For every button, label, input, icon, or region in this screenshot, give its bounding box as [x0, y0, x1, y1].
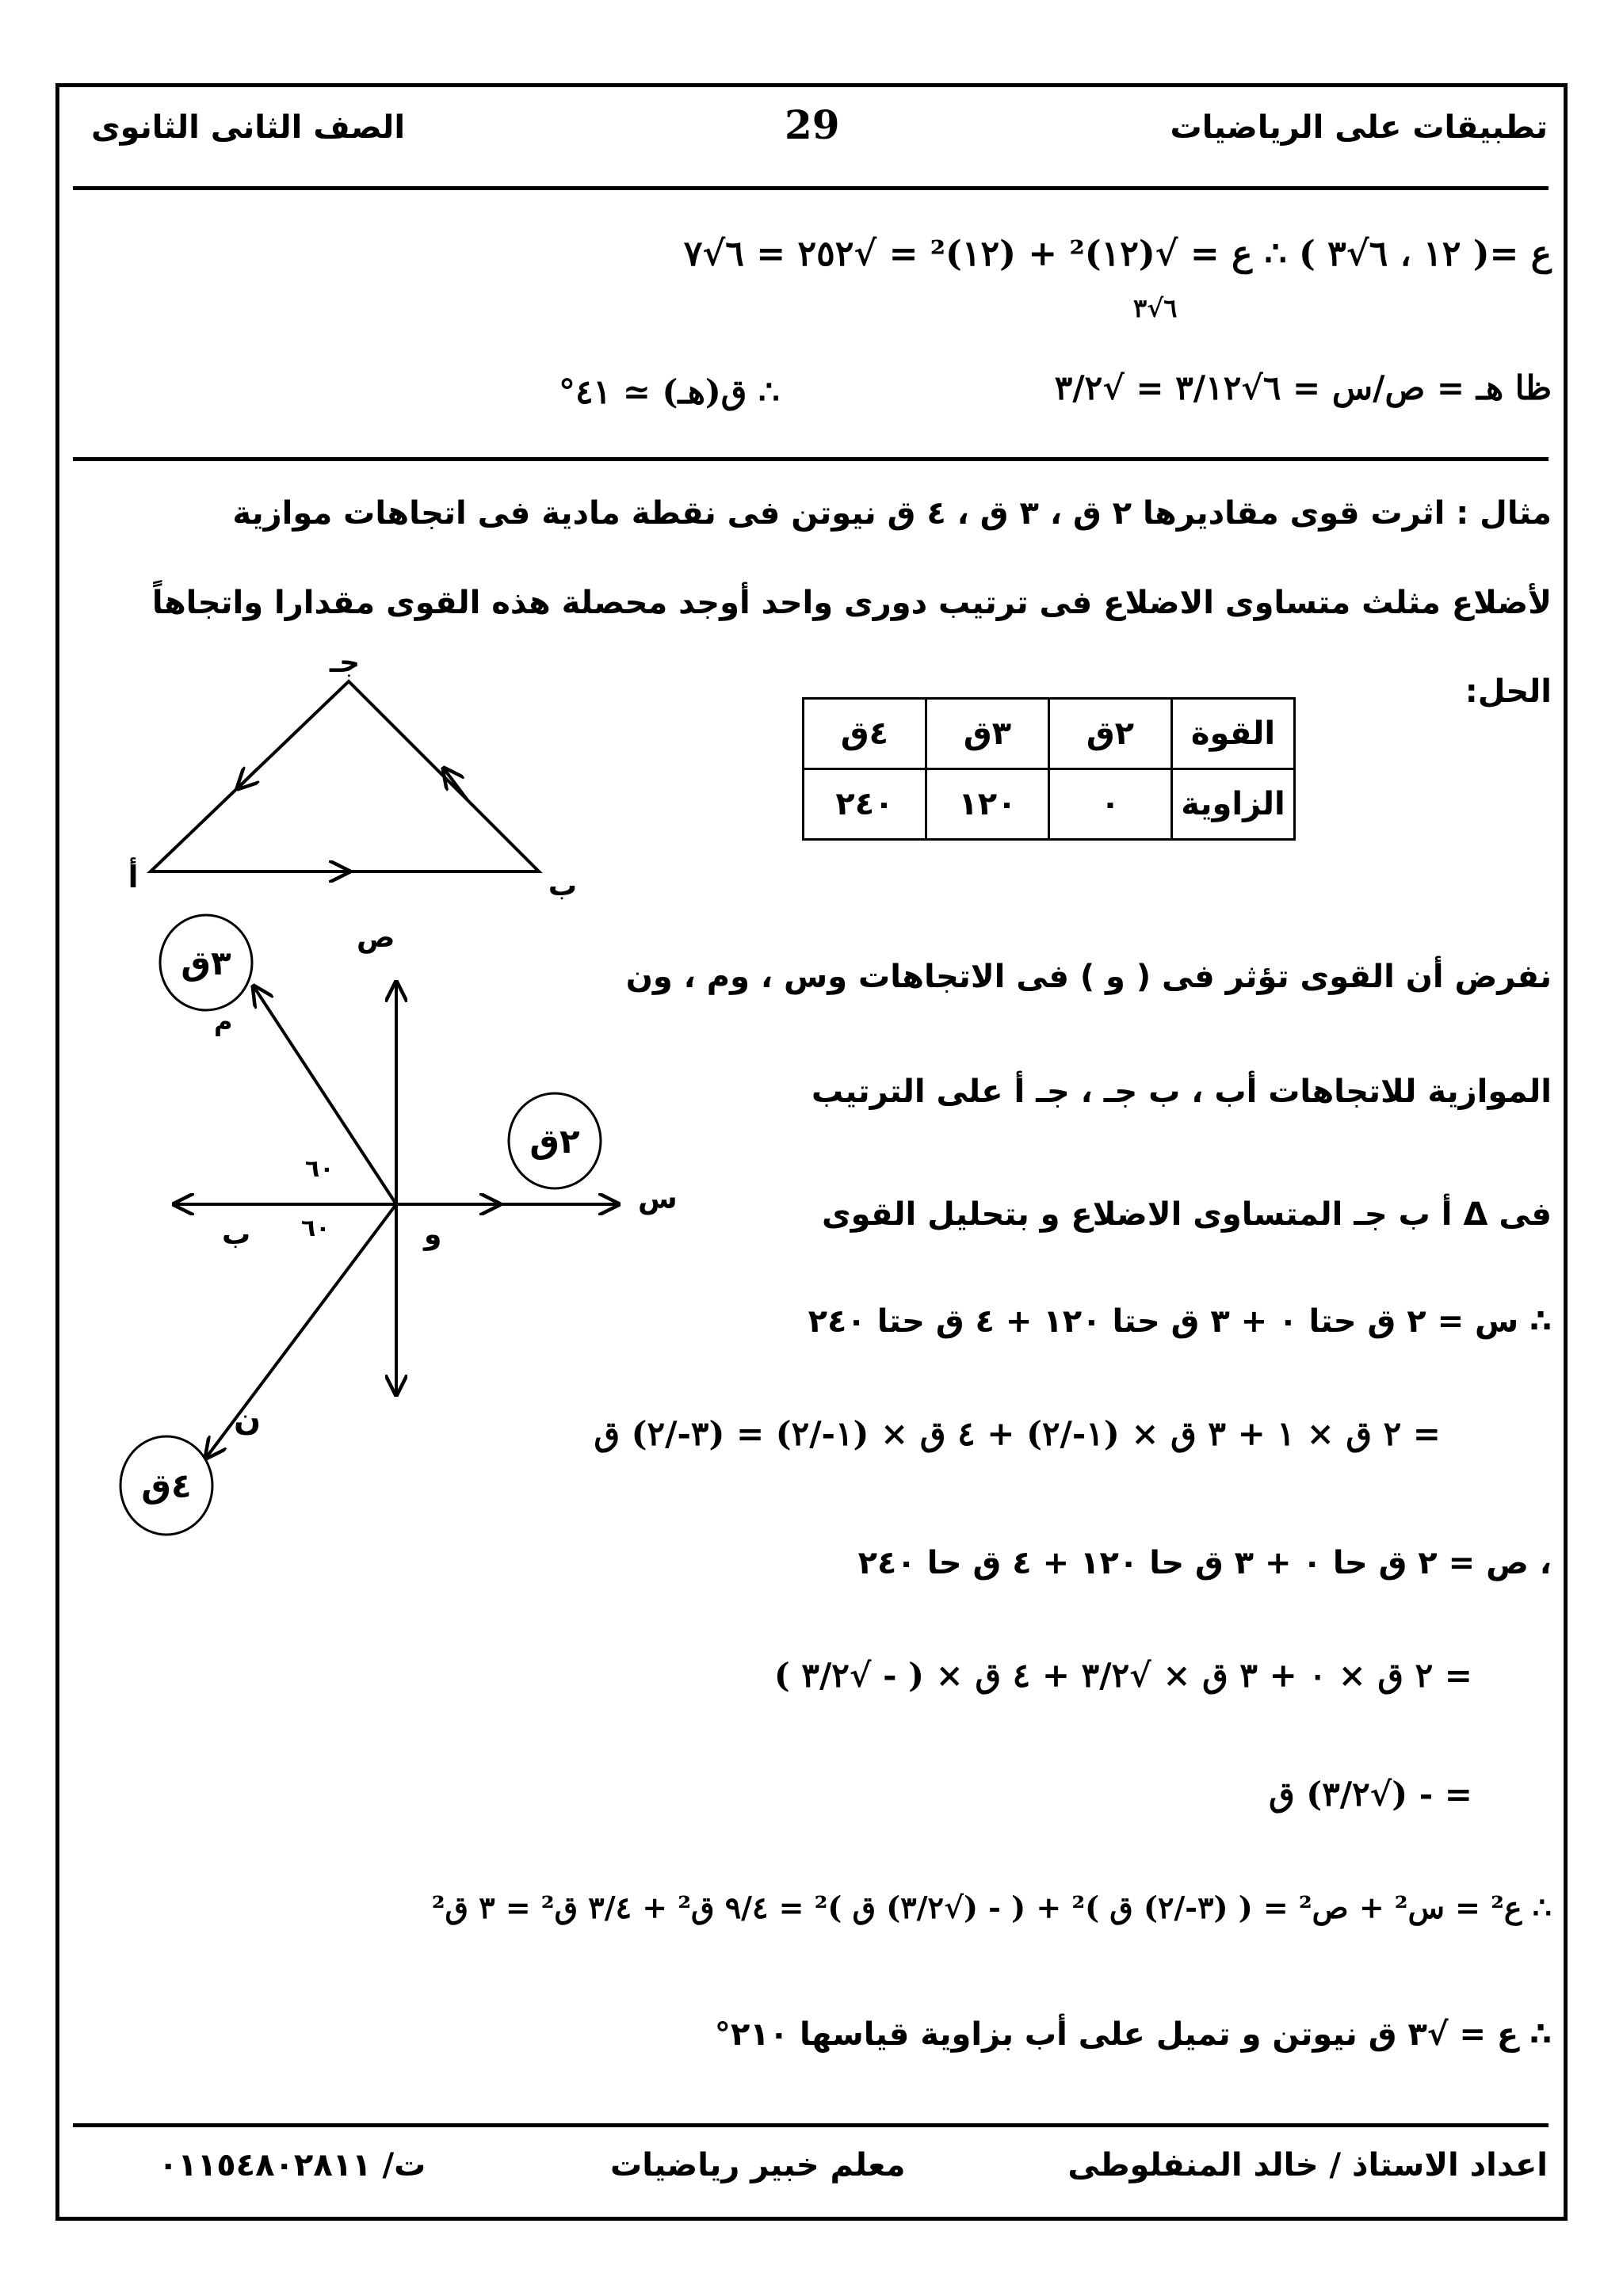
solution-line-2: الموازية للاتجاهات أب ، ب جـ ، جـ أ على الترتيب [811, 1074, 1552, 1110]
table-row [804, 769, 1295, 840]
angle-lower-label: ٦٠ [301, 1215, 330, 1242]
force-diagram [103, 911, 705, 1561]
vertex-a-label: أ [128, 860, 139, 894]
equation-resultant: ع =( ١٢ ، ٦√٣ ) ∴ ع = √(١٢)² + (١٢)² = √٢٥٢ = ٦√٧ [683, 234, 1552, 274]
header-left-title: الصف الثانى الثانوى [91, 109, 406, 146]
page-number: 29 [785, 101, 840, 148]
table-cell: ٠ [1049, 769, 1172, 840]
equation-tangent: ظا هـ = ص/س = ٦√٣/١٢ = √٣/٢ [1054, 368, 1552, 407]
solution-line-10: ∴ ع = √٣ ق نيوتن و تميل على أب بزاوية قياسها ٢١٠° [714, 2016, 1552, 2053]
table-cell: ٤ق [804, 699, 926, 769]
solution-line-3: فى Δ أ ب جـ المتساوى الاضلاع و بتحليل القوى [822, 1196, 1552, 1233]
solution-label: الحل: [1465, 673, 1552, 710]
n-label: ن [234, 1402, 262, 1438]
solution-line-8: = - (√٣/٢) ق [1269, 1775, 1472, 1814]
footer-author: اعداد الاستاذ / خالد المنفلوطى [1067, 2147, 1548, 2183]
header-divider [73, 186, 1549, 190]
table-cell: ٢ق [1049, 699, 1172, 769]
origin-label: و [424, 1219, 442, 1251]
solution-line-5: = ٢ ق × ١ + ٣ ق × (١-/٢) + ٤ ق × (١-/٢) = (٣-/٢) ق [594, 1414, 1441, 1453]
section-divider [73, 457, 1549, 461]
table-cell: ٢٤٠ [804, 769, 926, 840]
footer-divider [73, 2123, 1549, 2127]
circle-2q-label: ٢ق [529, 1122, 580, 1161]
header-right-title: تطبيقات على الرياضيات [1170, 109, 1548, 146]
arrow-ca [238, 769, 258, 788]
forces-table [802, 697, 1296, 841]
solution-line-4: ∴ س = ٢ ق حتا ٠ + ٣ ق حتا ١٢٠ + ٤ ق حتا ٢٤٠ [808, 1303, 1552, 1340]
vertex-b-label: ب [548, 870, 578, 902]
circle-3q-label: ٣ق [181, 944, 231, 982]
equation-angle: ∴ ق(هـ) ≃ ٤١° [559, 372, 780, 411]
m-label: م [214, 1006, 233, 1036]
example-line-2: لأضلاع مثلث متساوى الاضلاع فى ترتيب دورى واحد أوجد محصلة هذه القوى مقدارا واتجاهاً [151, 585, 1552, 621]
y-axis-label: ص [357, 921, 395, 954]
b-label: ب [222, 1219, 251, 1251]
angle-upper-label: ٦٠ [305, 1155, 334, 1183]
table-cell: القوة [1172, 699, 1295, 769]
footer-role: معلم خبير رياضيات [610, 2147, 906, 2183]
arrow-bc [444, 769, 468, 800]
footer-phone: ت/ ٠١١٥٤٨٠٢٨١١ [158, 2147, 426, 2183]
triangle-diagram [119, 650, 610, 903]
x-axis-label: س [638, 1183, 678, 1215]
table-cell: ١٢٠ [926, 769, 1049, 840]
triangle-outline [151, 681, 539, 871]
example-line-1: مثال : اثرت قوى مقاديرها ٢ ق ، ٣ ق ، ٤ ق نيوتن فى نقطة مادية فى اتجاهات موازية [232, 495, 1552, 532]
table-cell: ٣ق [926, 699, 1049, 769]
circle-4q-label: ٤ق [141, 1466, 192, 1505]
solution-line-6: ، ص = ٢ ق حا ٠ + ٣ ق حا ١٢٠ + ٤ ق حا ٢٤٠ [857, 1545, 1552, 1581]
table-cell: الزاوية [1172, 769, 1295, 840]
solution-line-1: نفرض أن القوى تؤثر فى ( و ) فى الاتجاهات وس ، وم ، ون [625, 959, 1552, 995]
table-row [804, 699, 1295, 769]
vertex-c-label: جـ [329, 650, 361, 679]
solution-line-7: = ٢ ق × ٠ + ٣ ق × √٣/٢ + ٤ ق × ( - √٣/٢ ) [773, 1656, 1472, 1695]
solution-line-9: ∴ ع² = س² + ص² = ( (٣-/٢) ق )² + ( - (√٣/٢) ق )² = ٩/٤ ق² + ٣/٤ ق² = ٣ ق² [431, 1890, 1552, 1925]
equation-small-term: ٦√٣ [1133, 293, 1178, 323]
